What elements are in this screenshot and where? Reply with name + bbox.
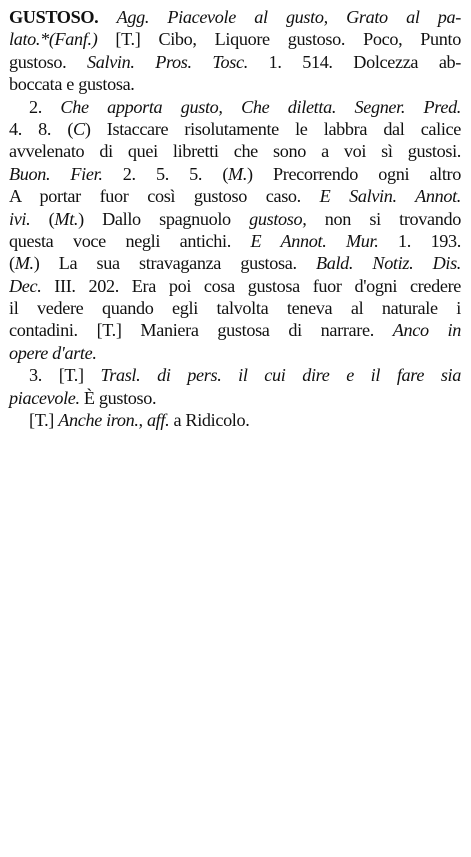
entry-text-segment: ) Istaccare risolutamente le labbra dal calice xyxy=(84,118,461,139)
entry-text-segment: Trasl. di pers. il cui dire e il fare sia xyxy=(100,365,461,386)
entry-line xyxy=(9,185,461,207)
entry-text-segment: 2. 5. 5. ( xyxy=(102,163,229,184)
entry-line xyxy=(9,28,461,50)
entry-text-segment: Buon. Fier. xyxy=(9,163,103,184)
entry-text-segment: 3. [T.] xyxy=(29,365,101,386)
entry-line xyxy=(9,73,461,95)
entry-text-segment: A portar fuor così gustoso caso. xyxy=(9,186,320,207)
entry-line xyxy=(9,96,461,118)
entry-text-segment: boccata e gustosa. xyxy=(9,74,135,95)
entry-line xyxy=(9,230,461,252)
entry-text-segment: opere d'arte. xyxy=(9,342,97,363)
entry-text-segment: ivi. xyxy=(9,208,31,229)
entry-text-segment: contadini. [T.] Maniera gustosa di narrare. xyxy=(9,320,393,341)
entry-text-segment: ) La sua stravaganza gustosa. xyxy=(33,253,316,274)
entry-text-segment: gustoso, xyxy=(249,208,307,229)
entry-line xyxy=(9,342,461,364)
entry-text-segment: ( xyxy=(30,208,55,229)
entry-line xyxy=(9,140,461,162)
entry-text-segment: E Salvin. Annot. xyxy=(319,186,461,207)
entry-text-segment: [T.] Cibo, Liquore gustoso. Poco, Punto xyxy=(97,29,461,50)
entry-text-segment: Salvin. Pros. Tosc. xyxy=(87,51,248,72)
entry-text-segment: [T.] xyxy=(29,410,59,431)
entry-text-segment: E Annot. Mur. xyxy=(250,230,379,251)
entry-text-segment: È gustoso. xyxy=(79,387,157,408)
entry-text-segment: 1. 193. xyxy=(378,230,461,251)
entry-text-segment: gustoso. xyxy=(9,51,88,72)
entry-line xyxy=(9,51,461,73)
entry-text-segment: 4. 8. ( xyxy=(9,118,74,139)
entry-text-segment: 2. xyxy=(29,96,61,117)
entry-line xyxy=(9,208,461,230)
entry-text-segment: Dec. xyxy=(9,275,42,296)
entry-text-segment: ) Precorrendo ogni altro xyxy=(247,163,461,184)
entry-text-segment: M. xyxy=(228,163,248,184)
entry-text xyxy=(9,6,461,431)
entry-line xyxy=(9,118,461,140)
entry-text-segment: non si trovando xyxy=(306,208,461,229)
entry-text-segment: il vedere quando egli talvolta teneva al naturale i xyxy=(9,298,461,319)
entry-text-segment: III. 202. Era poi cosa gustosa fuor d'ogni credere xyxy=(41,275,461,296)
entry-text-segment: 1. 514. Dolcezza ab- xyxy=(247,51,461,72)
entry-line xyxy=(9,163,461,185)
entry-text-segment: questa voce negli antichi. xyxy=(9,230,251,251)
entry-text-segment: Anco in xyxy=(392,320,461,341)
entry-text-segment: avvelenato di quei libretti che sono a voi sì gustosi. xyxy=(9,141,461,162)
entry-text-segment: M. xyxy=(14,253,34,274)
entry-text-segment: ) Dallo spagnuolo xyxy=(78,208,250,229)
entry-line xyxy=(9,297,461,319)
entry-line xyxy=(9,6,461,28)
entry-text-segment: piacevole. xyxy=(9,387,80,408)
entry-line xyxy=(9,387,461,409)
entry-text-segment: Agg. Piacevole al gusto, Grato al pa- xyxy=(116,7,461,27)
entry-text-segment: Bald. Notiz. Dis. xyxy=(315,253,461,274)
dictionary-entry xyxy=(9,6,461,431)
entry-text-segment: a Ridicolo. xyxy=(169,410,250,431)
entry-text-segment: C xyxy=(73,118,85,139)
entry-text-segment: Anche iron., aff. xyxy=(58,410,170,431)
entry-line xyxy=(9,364,461,386)
entry-line xyxy=(9,319,461,341)
entry-text-segment: ( xyxy=(9,253,15,274)
entry-text-segment: lato.*(Fanf.) xyxy=(9,29,98,50)
entry-text-segment: Che apporta gusto, Che diletta. Segner. Pred. xyxy=(60,96,461,117)
entry-text-segment: Mt. xyxy=(54,208,79,229)
entry-text-segment xyxy=(98,7,116,27)
entry-line xyxy=(9,409,461,431)
entry-line xyxy=(9,252,461,274)
entry-line xyxy=(9,275,461,297)
entry-text-segment: GUSTOSO. xyxy=(9,7,99,27)
